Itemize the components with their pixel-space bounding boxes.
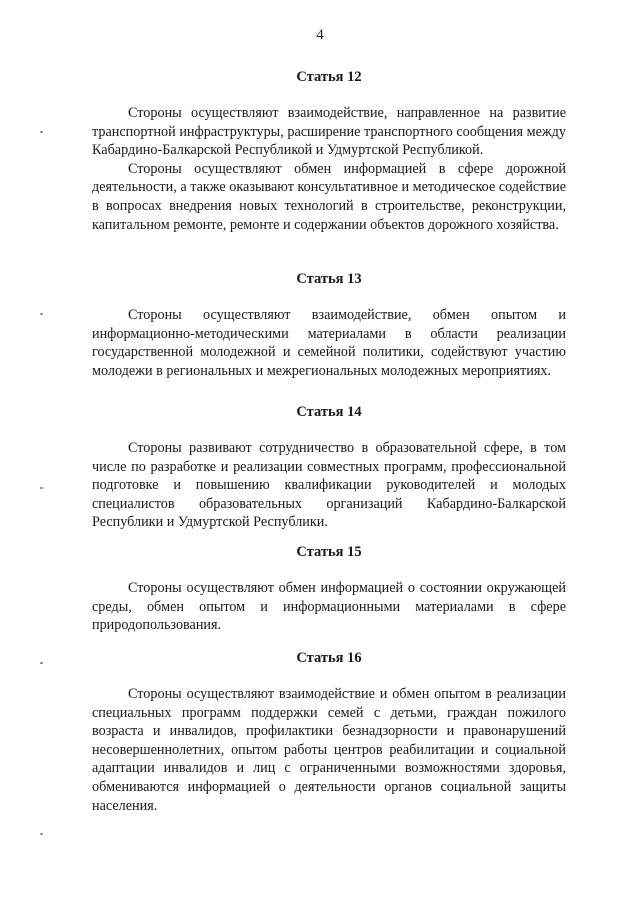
article-paragraph: Стороны осуществляют обмен информацией в сфере дорожной деятельности, а также оказывают консультативное и методическое содействие в вопросах внедрения новых технологий в строительстве, реконструкции, капитальном ремонте, ремонте и содержании объектов дорожного хозяйства. [92, 160, 566, 233]
article-14 [92, 403, 566, 532]
article-16 [92, 649, 566, 815]
article-paragraph: Стороны осуществляют взаимодействие, направленное на развитие транспортной инфраструктуры, расширение транспортного сообщения между Кабардино-Балкарской Республикой и Удмуртской Республикой. [92, 105, 566, 159]
scan-mark [40, 313, 43, 315]
article-paragraph: Стороны развивают сотрудничество в образовательной сфере, в том числе по разработке и реализации совместных программ, профессиональной подготовке и повышению квалификации руководителей и молодых специалистов образовательных организаций Кабардино-Балкарской Республики и Удмуртской Республики. [92, 440, 566, 531]
scan-mark [40, 487, 43, 489]
article-title: Статья 12 [296, 69, 362, 85]
page-number: 4 [316, 27, 324, 43]
article-paragraph: Стороны осуществляют взаимодействие и обмен опытом в реализации специальных программ поддержки семей с детьми, граждан пожилого возраста и инвалидов, профилактики безнадзорности и правонарушений несовершеннолетних, опытом работы центров реабилитации и социальной адаптации инвалидов и лиц с ограниченными возможностями здоровья, обмениваются информацией о деятельности органов социальной защиты населения. [92, 686, 566, 814]
article-title: Статья 13 [296, 271, 362, 287]
article-title: Статья 14 [296, 404, 362, 420]
scan-mark [40, 833, 43, 835]
article-title: Статья 15 [296, 544, 362, 560]
article-paragraph: Стороны осуществляют взаимодействие, обмен опытом и информационно-методическими материалами в области реализации государственной молодежной и семейной политики, содействуют участию молодежи в региональных и межрегиональных молодежных мероприятиях. [92, 307, 566, 379]
article-15 [92, 543, 566, 635]
article-paragraph: Стороны осуществляют обмен информацией о состоянии окружающей среды, обмен опытом и информационными материалами в сфере природопользования. [92, 580, 566, 634]
article-12 [92, 68, 566, 234]
scan-mark [40, 131, 43, 133]
article-13 [92, 270, 566, 380]
article-title: Статья 16 [296, 650, 362, 666]
scan-mark [40, 662, 43, 664]
